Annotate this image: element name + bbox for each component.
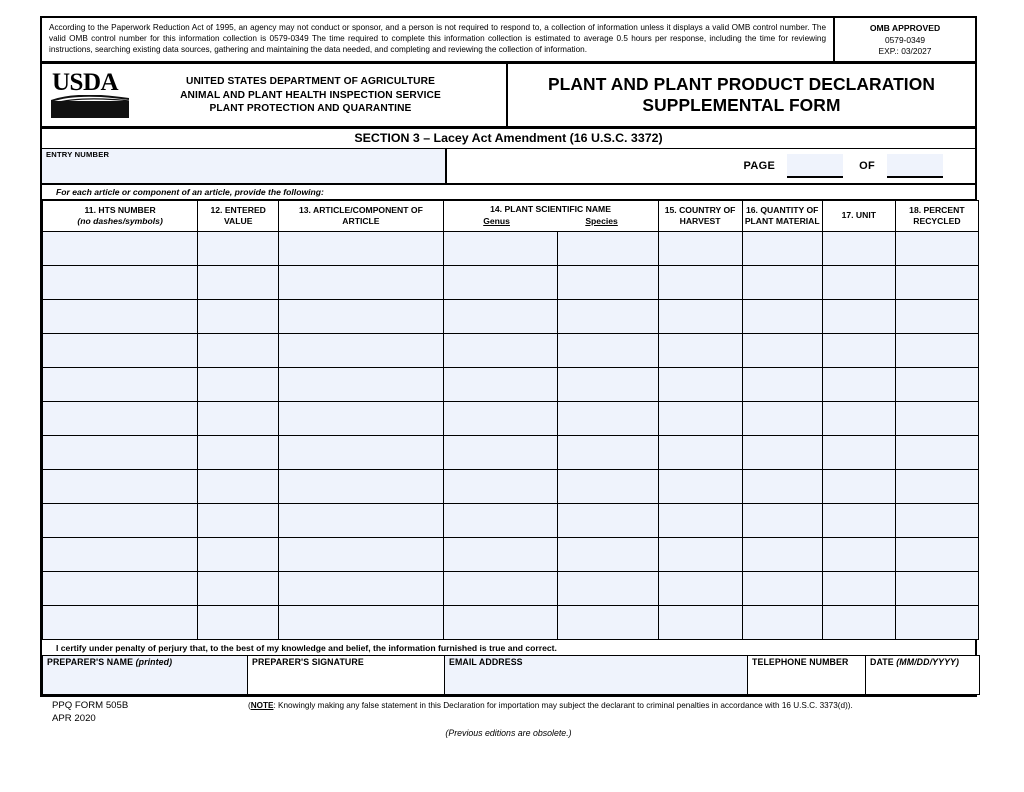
col-title-14: PLANT SCIENTIFIC NAME	[504, 204, 611, 215]
table-cell[interactable]	[895, 537, 978, 571]
table-cell[interactable]	[198, 333, 279, 367]
table-cell[interactable]	[198, 469, 279, 503]
table-cell[interactable]	[742, 503, 822, 537]
table-cell[interactable]	[558, 435, 658, 469]
table-cell[interactable]	[658, 231, 742, 265]
table-cell[interactable]	[822, 231, 895, 265]
date-label	[866, 656, 979, 667]
table-cell[interactable]	[742, 299, 822, 333]
table-cell[interactable]	[895, 503, 978, 537]
signature-row	[43, 655, 980, 694]
col-title-17: UNIT	[855, 210, 876, 221]
table-cell[interactable]	[43, 503, 198, 537]
table-cell[interactable]	[895, 401, 978, 435]
table-cell[interactable]	[658, 571, 742, 605]
col-header-plant-scientific-name	[443, 201, 658, 231]
date-field[interactable]	[866, 655, 980, 694]
preparer-name-label	[43, 656, 247, 667]
table-cell[interactable]	[558, 537, 658, 571]
table-cell[interactable]	[742, 401, 822, 435]
table-cell[interactable]	[443, 401, 558, 435]
table-cell[interactable]	[742, 605, 822, 639]
table-cell[interactable]	[443, 333, 558, 367]
table-cell[interactable]	[198, 231, 279, 265]
table-cell[interactable]	[279, 537, 443, 571]
table-cell[interactable]	[43, 435, 198, 469]
col-num-16: 16.	[746, 204, 758, 215]
table-cell[interactable]	[658, 537, 742, 571]
form-footer	[40, 695, 977, 745]
table-cell[interactable]	[43, 571, 198, 605]
table-cell[interactable]	[279, 435, 443, 469]
table-cell[interactable]	[822, 435, 895, 469]
table-cell[interactable]	[658, 503, 742, 537]
table-cell[interactable]	[742, 571, 822, 605]
table-cell[interactable]	[895, 231, 978, 265]
table-cell[interactable]	[822, 469, 895, 503]
table-cell[interactable]	[742, 367, 822, 401]
note-body: : Knowingly making any false statement in this Declaration for importation may subject the declarant to criminal penalties in accordance with 16 U.S.C. 3373(d)).	[273, 700, 853, 710]
table-row	[43, 333, 979, 367]
table-cell[interactable]	[279, 469, 443, 503]
table-cell[interactable]	[658, 401, 742, 435]
table-row	[43, 503, 979, 537]
col-title-16: QUANTITY OF PLANT MATERIAL	[744, 204, 820, 226]
form-sheet	[40, 16, 977, 745]
omb-expiration: EXP.: 03/2027	[878, 45, 932, 56]
agency-identity	[42, 64, 508, 126]
form-number-block	[52, 700, 128, 726]
table-cell[interactable]	[742, 265, 822, 299]
signature-block-wrapper	[40, 655, 977, 695]
note-bold-word: NOTE	[250, 700, 274, 710]
table-cell[interactable]	[822, 503, 895, 537]
col-num-17: 17.	[841, 210, 854, 221]
table-cell[interactable]	[558, 367, 658, 401]
note-paren: (	[248, 700, 251, 710]
table-cell[interactable]	[279, 367, 443, 401]
usda-field-shape	[51, 101, 129, 118]
table-cell[interactable]	[822, 299, 895, 333]
table-cell[interactable]	[658, 435, 742, 469]
agency-line-3: PLANT PROTECTION AND QUARANTINE	[209, 103, 412, 114]
table-cell[interactable]	[43, 333, 198, 367]
table-cell[interactable]	[658, 605, 742, 639]
table-row	[43, 605, 979, 639]
col-title-15: COUNTRY OF HARVEST	[679, 204, 736, 226]
table-row	[43, 299, 979, 333]
table-cell[interactable]	[279, 605, 443, 639]
paperwork-reduction-notice: According to the Paperwork Reduction Act of 1995, an agency may not conduct or sponsor, and a person is not required to respond to, a collection of information unless it displays a valid OMB control number. The valid OMB control number for this information collection is 0579-0349 The time required to complete this information collection is estimated to average 0.5 hours per response, including the time for reviewing instructions, searching existing data sources, gathering and maintaining the data needed, and completing and reviewing the collection of information.	[42, 18, 835, 61]
table-cell[interactable]	[198, 367, 279, 401]
page-total-input[interactable]	[887, 154, 943, 178]
table-cell[interactable]	[658, 367, 742, 401]
form-title-line-1: PLANT AND PLANT PRODUCT DECLARATION	[547, 73, 936, 94]
col-header-entered-value	[198, 201, 279, 231]
page-number-input[interactable]	[787, 154, 843, 178]
col-sub-11: (no dashes/symbols)	[77, 215, 163, 226]
preparer-name-label-text: PREPARER'S NAME	[47, 656, 134, 667]
preparer-signature-field[interactable]	[248, 655, 445, 694]
form-title	[508, 64, 975, 126]
telephone-number-label	[748, 656, 865, 667]
table-cell[interactable]	[742, 231, 822, 265]
table-cell[interactable]	[895, 435, 978, 469]
col-title-12: ENTERED VALUE	[223, 204, 266, 226]
form-title-line-2: SUPPLEMENTAL FORM	[642, 95, 841, 116]
certification-statement: I certify under penalty of perjury that, to the best of my knowledge and belief, the information furnished is true and correct.	[40, 640, 977, 655]
table-cell[interactable]	[443, 537, 558, 571]
page-label: PAGE	[743, 160, 776, 173]
table-cell[interactable]	[198, 537, 279, 571]
table-cell[interactable]	[279, 299, 443, 333]
section-title-bar: SECTION 3 – Lacey Act Amendment (16 U.S.C. 3372)	[40, 129, 977, 149]
col-num-13: 13.	[298, 204, 311, 215]
table-cell[interactable]	[895, 605, 978, 639]
col-title-18: PERCENT RECYCLED	[913, 204, 965, 226]
col-num-11: 11.	[84, 204, 96, 215]
table-cell[interactable]	[558, 503, 658, 537]
omb-notice-row	[40, 16, 977, 64]
table-cell[interactable]	[558, 299, 658, 333]
col-header-country-of-harvest	[658, 201, 742, 231]
table-cell[interactable]	[658, 265, 742, 299]
table-cell[interactable]	[43, 265, 198, 299]
col-num-14: 14.	[490, 204, 503, 215]
table-cell[interactable]	[895, 571, 978, 605]
date-label-hint: (MM/DD/YYYY)	[896, 656, 960, 667]
agency-header-row	[40, 64, 977, 129]
table-cell[interactable]	[822, 265, 895, 299]
preparer-name-field[interactable]	[43, 655, 248, 694]
email-address-label	[445, 656, 747, 667]
table-cell[interactable]	[198, 265, 279, 299]
table-row	[43, 401, 979, 435]
table-cell[interactable]	[658, 333, 742, 367]
penalty-note	[248, 701, 968, 710]
table-cell[interactable]	[822, 605, 895, 639]
table-cell[interactable]	[279, 571, 443, 605]
table-cell[interactable]	[443, 605, 558, 639]
agency-line-1: UNITED STATES DEPARTMENT OF AGRICULTURE	[186, 76, 435, 88]
table-row	[43, 571, 979, 605]
table-cell[interactable]	[558, 265, 658, 299]
table-cell[interactable]	[43, 401, 198, 435]
agency-line-2: ANIMAL AND PLANT HEALTH INSPECTION SERVICE	[180, 89, 441, 101]
table-cell[interactable]	[43, 469, 198, 503]
of-label: OF	[859, 160, 875, 173]
previous-editions-note: (Previous editions are obsolete.)	[445, 727, 572, 738]
table-cell[interactable]	[198, 299, 279, 333]
table-cell[interactable]	[43, 299, 198, 333]
table-cell[interactable]	[198, 605, 279, 639]
table-cell[interactable]	[895, 265, 978, 299]
table-cell[interactable]	[558, 605, 658, 639]
table-cell[interactable]	[895, 469, 978, 503]
table-cell[interactable]	[742, 469, 822, 503]
entry-number-label: ENTRY NUMBER	[46, 150, 110, 160]
table-cell[interactable]	[895, 367, 978, 401]
table-row	[43, 537, 979, 571]
col-title-11: HTS NUMBER	[98, 204, 156, 215]
table-cell[interactable]	[742, 537, 822, 571]
declaration-table-body	[43, 231, 979, 639]
table-cell[interactable]	[558, 571, 658, 605]
preparer-signature-label	[248, 656, 444, 667]
table-cell[interactable]	[558, 401, 658, 435]
preparer-signature-label-text: PREPARER'S SIGNATURE	[252, 656, 364, 667]
table-cell[interactable]	[43, 537, 198, 571]
form-number: PPQ FORM 505B	[52, 699, 129, 711]
agency-name-block	[129, 75, 506, 115]
table-cell[interactable]	[558, 469, 658, 503]
table-cell[interactable]	[443, 265, 558, 299]
table-cell[interactable]	[43, 231, 198, 265]
table-row	[43, 367, 979, 401]
entry-number-field[interactable]	[42, 149, 447, 183]
declaration-grid-wrapper	[40, 200, 977, 639]
omb-control-number: 0579-0349	[884, 34, 926, 45]
declaration-table	[42, 200, 979, 639]
table-cell[interactable]	[822, 571, 895, 605]
table-cell[interactable]	[895, 299, 978, 333]
form-date: APR 2020	[52, 712, 96, 724]
usda-wordmark: USDA	[52, 69, 119, 97]
table-cell[interactable]	[443, 503, 558, 537]
table-cell[interactable]	[443, 367, 558, 401]
telephone-number-field[interactable]	[748, 655, 866, 694]
col-title-13: ARTICLE/COMPONENT OF ARTICLE	[313, 204, 423, 226]
table-row	[43, 435, 979, 469]
table-cell[interactable]	[443, 231, 558, 265]
omb-approved-box	[835, 18, 975, 61]
col-sub-species: Species	[585, 216, 618, 227]
email-address-field[interactable]	[445, 655, 748, 694]
table-cell[interactable]	[742, 333, 822, 367]
page-of-group	[447, 149, 975, 183]
table-cell[interactable]	[198, 503, 279, 537]
table-cell[interactable]	[443, 299, 558, 333]
table-cell[interactable]	[443, 571, 558, 605]
table-cell[interactable]	[443, 435, 558, 469]
table-cell[interactable]	[279, 503, 443, 537]
col-header-hts-number	[43, 201, 198, 231]
table-cell[interactable]	[279, 265, 443, 299]
col-num-18: 18.	[909, 204, 922, 215]
table-cell[interactable]	[895, 333, 978, 367]
table-header-row	[43, 201, 979, 231]
table-cell[interactable]	[279, 401, 443, 435]
table-cell[interactable]	[822, 401, 895, 435]
table-cell[interactable]	[658, 469, 742, 503]
table-cell[interactable]	[558, 231, 658, 265]
table-cell[interactable]	[822, 367, 895, 401]
email-address-label-text: EMAIL ADDRESS	[449, 656, 523, 667]
table-row	[43, 469, 979, 503]
table-row	[43, 265, 979, 299]
table-cell[interactable]	[43, 605, 198, 639]
preparer-name-label-hint: (printed)	[135, 656, 173, 667]
omb-approved-title: OMB APPROVED	[869, 23, 941, 33]
col-header-quantity-of-plant-material	[742, 201, 822, 231]
table-cell[interactable]	[658, 299, 742, 333]
usda-logo	[51, 69, 129, 118]
table-row	[43, 231, 979, 265]
col-num-15: 15.	[664, 204, 677, 215]
article-instruction-note: For each article or component of an article, provide the following:	[40, 185, 977, 200]
col-sub-genus: Genus	[483, 216, 510, 227]
table-cell[interactable]	[443, 469, 558, 503]
table-cell[interactable]	[279, 333, 443, 367]
table-cell[interactable]	[822, 537, 895, 571]
entry-number-row	[40, 149, 977, 185]
table-cell[interactable]	[43, 367, 198, 401]
table-cell[interactable]	[198, 571, 279, 605]
col-header-unit	[822, 201, 895, 231]
date-label-text: DATE	[870, 656, 894, 667]
table-cell[interactable]	[198, 435, 279, 469]
col-header-percent-recycled	[895, 201, 978, 231]
telephone-number-label-text: TELEPHONE NUMBER	[752, 656, 849, 667]
table-cell[interactable]	[198, 401, 279, 435]
table-cell[interactable]	[558, 333, 658, 367]
table-cell[interactable]	[279, 231, 443, 265]
table-cell[interactable]	[822, 333, 895, 367]
table-cell[interactable]	[742, 435, 822, 469]
col-num-12: 12.	[210, 204, 223, 215]
signature-table	[42, 655, 980, 695]
col-header-article-component	[279, 201, 443, 231]
